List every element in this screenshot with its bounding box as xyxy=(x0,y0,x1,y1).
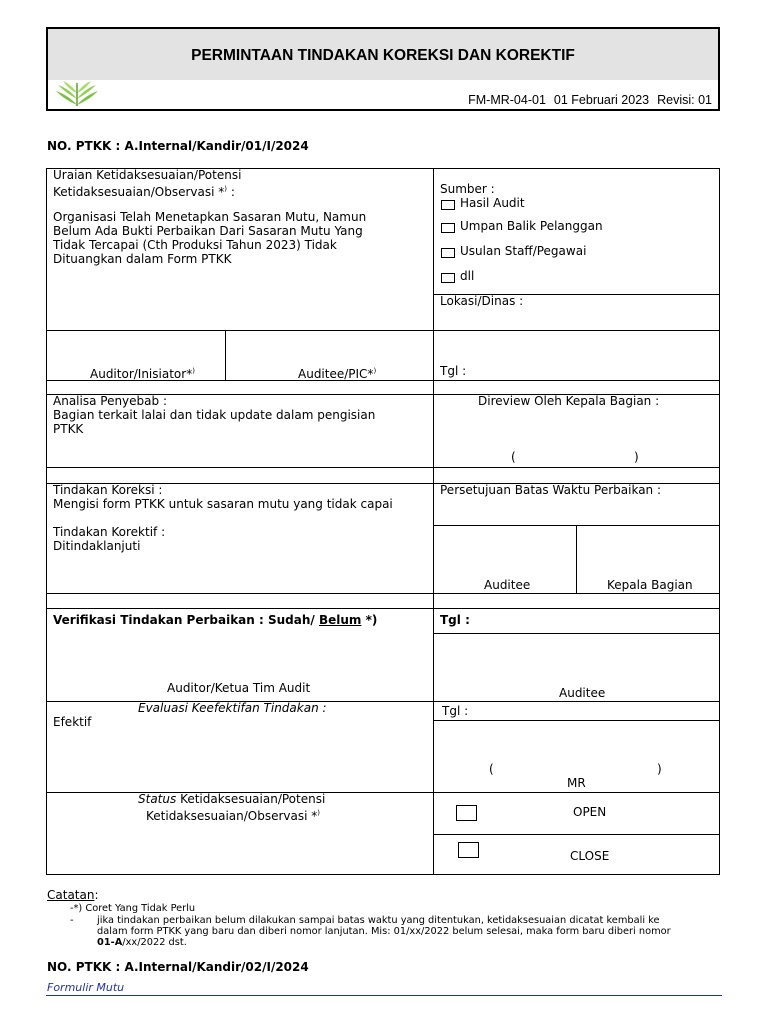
tindakan-korektif-label: Tindakan Korektif : xyxy=(53,525,166,539)
sumber-checkbox-hasil-audit[interactable] xyxy=(441,200,455,210)
sumber-checkbox-usulan-staff[interactable] xyxy=(441,248,455,258)
auditor-inisiator-label: Auditor/Inisiator*) xyxy=(90,367,195,381)
tgl-label-row2: Tgl : xyxy=(440,364,467,378)
uraian-label-line2: Ketidaksesuaian/Observasi *) : xyxy=(53,185,235,199)
sumber-checkbox-dll[interactable] xyxy=(441,273,455,283)
catatan-note-2-line3: 01-A/xx/2022 dst. xyxy=(97,937,187,948)
tindakan-koreksi-text: Mengisi form PTKK untuk sasaran mutu yang tidak capai xyxy=(53,497,393,511)
efektif-label: Efektif xyxy=(53,715,92,729)
evaluasi-label: Evaluasi Keefektifan Tindakan : xyxy=(138,701,327,715)
open-label: OPEN xyxy=(573,805,607,819)
mr-label: MR xyxy=(567,776,586,790)
doc-date: 01 Februari 2023 xyxy=(553,93,650,107)
status-label-line1: Status Ketidaksesuaian/Potensi xyxy=(138,792,326,806)
analisa-text-line: PTKK xyxy=(53,422,84,436)
catatan-note-2-line1: jika tindakan perbaikan belum dilakukan sampai batas waktu yang ditentukan, ketidaksesuaian dicatat kembali ke xyxy=(97,915,660,926)
tindakan-korektif-text: Ditindaklanjuti xyxy=(53,539,141,553)
form-title: PERMINTAAN TINDAKAN KOREKSI DAN KOREKTIF xyxy=(191,47,575,64)
auditee-pic-label: Auditee/PIC*) xyxy=(298,367,377,381)
catatan-note-2-line2: dalam form PTKK yang baru dan diberi nomor lanjutan. Mis: 01/xx/2022 belum selesai, maka form baru diberi nomor xyxy=(97,926,671,937)
auditor-ketua-label: Auditor/Ketua Tim Audit xyxy=(167,681,311,695)
verifikasi-label: Verifikasi Tindakan Perbaikan : Sudah/ Belum *) xyxy=(53,613,378,627)
doc-code: FM-MR-04-01 xyxy=(468,93,546,107)
direview-paren-close: ) xyxy=(634,450,639,464)
close-checkbox[interactable] xyxy=(458,842,479,858)
auditee-sign-label: Auditee xyxy=(484,578,531,592)
leaf-logo-icon xyxy=(56,79,98,107)
direview-label: Direview Oleh Kepala Bagian : xyxy=(478,394,660,408)
persetujuan-label: Persetujuan Batas Waktu Perbaikan : xyxy=(440,483,662,497)
sumber-checkbox-umpan-balik[interactable] xyxy=(441,223,455,233)
analisa-text-line: Bagian terkait lalai dan tidak update dalam pengisian xyxy=(53,408,376,422)
close-label: CLOSE xyxy=(570,849,610,863)
mr-paren-close: ) xyxy=(657,762,662,776)
direview-paren-open: ( xyxy=(511,450,516,464)
lokasi-label: Lokasi/Dinas : xyxy=(440,294,524,308)
tgl-label-evaluasi: Tgl : xyxy=(442,704,469,718)
doc-revision: Revisi: 01 xyxy=(657,93,712,107)
tgl-label-verifikasi: Tgl : xyxy=(440,613,470,627)
sumber-label: Sumber : xyxy=(440,182,495,196)
auditee-verifikasi-label: Auditee xyxy=(559,686,606,700)
catatan-title: Catatan: xyxy=(47,888,99,902)
uraian-body-line: Belum Ada Bukti Perbaikan Dari Sasaran Mutu Yang xyxy=(53,224,363,238)
form-header xyxy=(46,27,720,111)
mr-paren-open: ( xyxy=(489,762,494,776)
catatan-note-2-dash: - xyxy=(70,915,74,926)
uraian-body-line: Tidak Tercapai (Cth Produksi Tahun 2023) Tidak xyxy=(53,238,337,252)
kepala-bagian-sign-label: Kepala Bagian xyxy=(607,578,693,592)
uraian-body-line: Dituangkan dalam Form PTKK xyxy=(53,252,232,266)
uraian-label-line1: Uraian Ketidaksesuaian/Potensi xyxy=(53,168,242,182)
analisa-label: Analisa Penyebab : xyxy=(53,394,167,408)
sumber-option-dll: dll xyxy=(460,269,475,283)
footer-rule xyxy=(46,995,722,996)
sumber-option-umpan-balik: Umpan Balik Pelanggan xyxy=(460,219,603,233)
catatan-note-1: -*) Coret Yang Tidak Perlu xyxy=(70,903,196,914)
ptkk-number-top: NO. PTKK : A.Internal/Kandir/01/I/2024 xyxy=(47,139,309,153)
ptkk-number-bottom: NO. PTKK : A.Internal/Kandir/02/I/2024 xyxy=(47,960,309,974)
open-checkbox[interactable] xyxy=(456,805,477,821)
tindakan-koreksi-label: Tindakan Koreksi : xyxy=(53,483,163,497)
sumber-option-hasil-audit: Hasil Audit xyxy=(460,196,525,210)
doc-code-line xyxy=(460,93,712,107)
footer-label: Formulir Mutu xyxy=(47,981,125,994)
sumber-option-usulan-staff: Usulan Staff/Pegawai xyxy=(460,244,587,258)
uraian-body-line: Organisasi Telah Menetapkan Sasaran Mutu, Namun xyxy=(53,210,367,224)
status-label-line2: Ketidaksesuaian/Observasi *) xyxy=(146,809,321,823)
